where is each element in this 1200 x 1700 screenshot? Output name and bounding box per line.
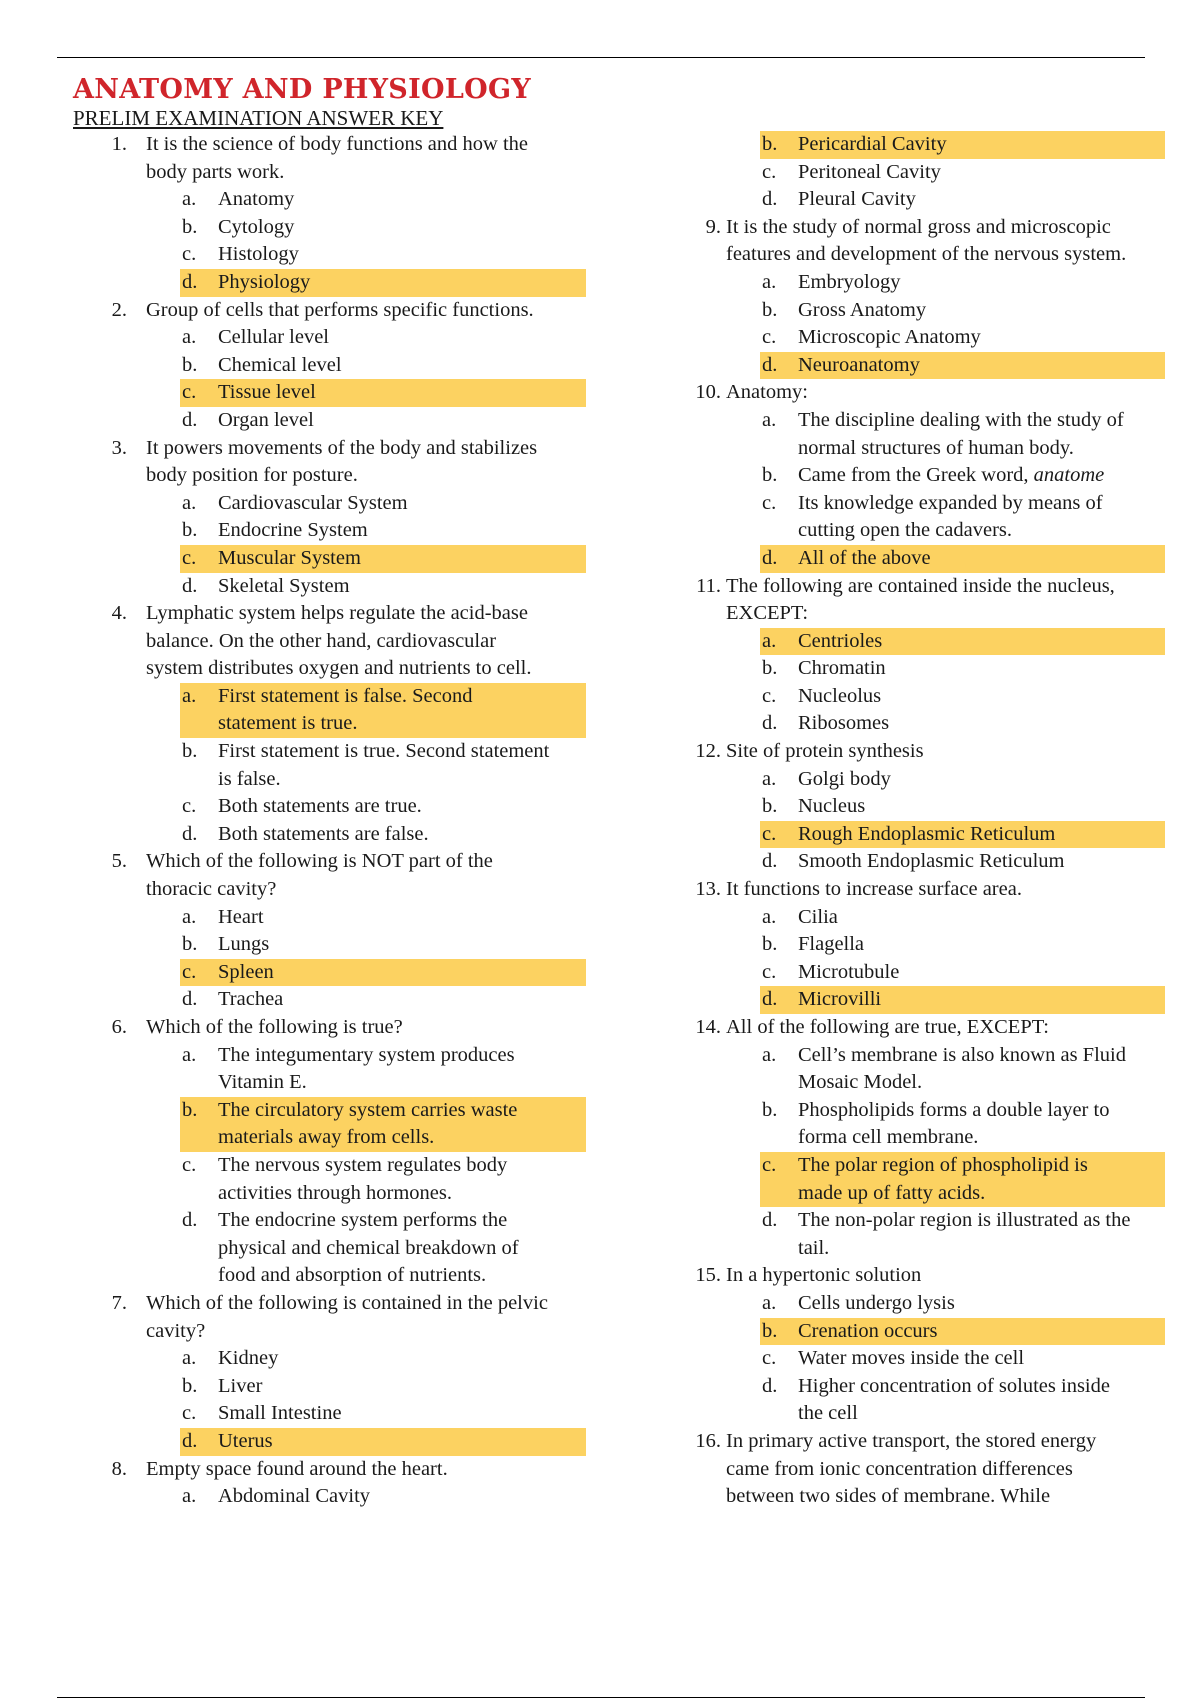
question-text: EXCEPT: <box>726 602 809 625</box>
answer-option <box>0 1097 1200 1152</box>
option-text: Smooth Endoplasmic Reticulum <box>798 850 1065 873</box>
option-letter: c. <box>182 960 197 983</box>
bottom-rule <box>57 1697 1145 1698</box>
answer-option <box>0 793 1200 821</box>
question-text: Group of cells that performs specific functions. <box>146 298 534 321</box>
answer-option <box>0 683 1200 711</box>
answer-option <box>0 324 1200 352</box>
option-letter: b. <box>762 1098 778 1121</box>
option-letter: c. <box>762 1347 777 1370</box>
option-text: Tissue level <box>218 381 316 404</box>
option-text: Uterus <box>218 1429 273 1452</box>
option-text: Nucleolus <box>798 684 882 707</box>
question-text: Site of protein synthesis <box>726 740 924 763</box>
answer-option <box>0 407 1200 462</box>
option-letter: a. <box>182 684 197 707</box>
answer-option <box>0 904 1200 932</box>
question-block <box>0 573 1200 739</box>
option-text: First statement is true. Second statement <box>218 740 550 763</box>
question-block <box>0 876 1200 1014</box>
answer-option <box>0 931 1200 959</box>
question-text: cavity? <box>146 1319 206 1342</box>
option-text: cutting open the cadavers. <box>798 519 1013 542</box>
option-letter: b. <box>182 215 198 238</box>
option-text: The endocrine system performs the <box>218 1209 508 1232</box>
option-text: Rough Endoplasmic Reticulum <box>798 822 1056 845</box>
option-text: Cells undergo lysis <box>798 1291 955 1314</box>
option-text: Heart <box>218 905 264 928</box>
option-letter: d. <box>762 988 778 1011</box>
option-text: Embryology <box>798 270 901 293</box>
option-text: The discipline dealing with the study of <box>798 408 1124 431</box>
option-text: Small Intestine <box>218 1402 342 1425</box>
option-text: The polar region of phospholipid is <box>798 1153 1088 1176</box>
option-letter: c. <box>182 546 197 569</box>
option-letter: d. <box>762 1374 778 1397</box>
option-letter: c. <box>762 491 777 514</box>
option-text: Organ level <box>218 408 314 431</box>
option-letter: a. <box>182 1043 197 1066</box>
option-text: Microtubule <box>798 960 900 983</box>
question-text: It is the study of normal gross and microscopic <box>726 215 1111 238</box>
question-text: features and development of the nervous system. <box>726 243 1127 266</box>
option-letter: d. <box>182 1429 198 1452</box>
option-letter: b. <box>762 795 778 818</box>
question-text: thoracic cavity? <box>146 878 277 901</box>
option-text: All of the above <box>798 546 931 569</box>
option-letter: a. <box>182 1347 197 1370</box>
question-number: 11. <box>696 574 721 597</box>
option-letter: a. <box>762 905 777 928</box>
option-text: forma cell membrane. <box>798 1126 979 1149</box>
option-text: First statement is false. Second <box>218 684 473 707</box>
question-number: 5. <box>111 850 127 873</box>
option-letter: b. <box>182 1374 198 1397</box>
question-block <box>0 1262 1200 1428</box>
correct-answer-option <box>760 986 1165 1014</box>
option-letter: c. <box>762 960 777 983</box>
option-letter: c. <box>762 160 777 183</box>
answer-option <box>0 1207 1200 1262</box>
option-text: Microscopic Anatomy <box>798 326 981 349</box>
answer-option <box>0 959 1200 987</box>
option-italic-term: anatome <box>1033 464 1105 487</box>
answer-option <box>0 710 1200 738</box>
option-letter: a. <box>182 491 197 514</box>
option-letter: a. <box>182 905 197 928</box>
option-letter: d. <box>762 850 778 873</box>
option-text: Crenation occurs <box>798 1319 938 1342</box>
option-letter: d. <box>762 712 778 735</box>
question-number: 4. <box>111 602 127 625</box>
question-text: body parts work. <box>146 160 285 183</box>
option-text: Gross Anatomy <box>798 298 927 321</box>
option-letter: b. <box>182 1098 198 1121</box>
option-letter: a. <box>182 1485 197 1508</box>
answer-option <box>0 269 1200 297</box>
option-text: statement is true. <box>218 712 358 735</box>
question-number: 2. <box>111 298 127 321</box>
question-text: came from ionic concentration differences <box>726 1457 1073 1480</box>
question-block <box>0 1428 1200 1511</box>
question-block <box>0 214 1200 380</box>
option-text: Cellular level <box>218 326 329 349</box>
option-text: Pleural Cavity <box>798 188 916 211</box>
option-letter: a. <box>762 629 777 652</box>
answer-option <box>0 766 1200 794</box>
option-text: Mosaic Model. <box>798 1071 923 1094</box>
option-text: food and absorption of nutrients. <box>218 1264 487 1287</box>
question-number: 7. <box>111 1291 127 1314</box>
option-letter: a. <box>762 408 777 431</box>
option-letter: c. <box>762 822 777 845</box>
option-letter: b. <box>182 519 198 542</box>
option-text: Both statements are false. <box>218 822 429 845</box>
option-text: Chemical level <box>218 353 342 376</box>
option-letter: c. <box>762 326 777 349</box>
correct-answer-option <box>760 545 1165 573</box>
question-text: It is the science of body functions and how the <box>146 133 529 155</box>
option-text: materials away from cells. <box>218 1126 435 1149</box>
option-text: made up of fatty acids. <box>798 1181 986 1204</box>
option-letter: d. <box>762 546 778 569</box>
answer-option <box>0 297 1200 325</box>
option-letter: a. <box>762 270 777 293</box>
option-letter: d. <box>182 1209 198 1232</box>
option-letter: d. <box>182 408 198 431</box>
correct-answer-option <box>760 628 1165 656</box>
question-text: between two sides of membrane. While <box>726 1485 1051 1508</box>
option-text: Both statements are true. <box>218 795 422 818</box>
option-text: Abdominal Cavity <box>218 1485 371 1508</box>
question-number: 3. <box>111 436 127 459</box>
option-letter: b. <box>762 298 778 321</box>
option-text: Golgi body <box>798 767 891 790</box>
option-text: Came from the Greek word, <box>798 464 1034 487</box>
question-text: Empty space found around the heart. <box>146 1457 448 1480</box>
question-number: 1. <box>111 133 127 155</box>
correct-answer-option <box>760 131 1165 159</box>
question-text: Anatomy: <box>726 381 808 404</box>
answer-option <box>0 1345 1200 1373</box>
answer-option <box>0 1290 1200 1318</box>
question-text: Which of the following is contained in the pelvic <box>146 1291 548 1314</box>
option-text: Its knowledge expanded by means of <box>798 491 1103 514</box>
document-title: ANATOMY AND PHYSIOLOGY <box>73 74 531 105</box>
option-text: Kidney <box>218 1347 279 1370</box>
option-text: Cell’s membrane is also known as Fluid <box>798 1043 1126 1066</box>
option-text: Physiology <box>218 270 311 293</box>
option-letter: d. <box>762 353 778 376</box>
option-letter: b. <box>762 933 778 956</box>
right-column <box>0 131 1200 1511</box>
question-text: body position for posture. <box>146 464 358 487</box>
option-text: Centrioles <box>798 629 883 652</box>
option-text: activities through hormones. <box>218 1181 452 1204</box>
option-text: Histology <box>218 243 299 266</box>
option-text: Lungs <box>218 933 270 956</box>
correct-answer-option <box>760 821 1165 849</box>
question-number: 15. <box>695 1264 721 1287</box>
option-text: The integumentary system produces <box>218 1043 515 1066</box>
correct-answer-option <box>760 1318 1165 1346</box>
option-text: Skeletal System <box>218 574 350 597</box>
question-text: All of the following are true, EXCEPT: <box>726 1016 1049 1038</box>
option-text: Cilia <box>798 905 838 928</box>
correct-answer-option <box>760 352 1165 380</box>
question-text: In a hypertonic solution <box>726 1264 922 1287</box>
question-block <box>0 379 1200 572</box>
option-text: tail. <box>798 1236 830 1259</box>
option-text: physical and chemical breakdown of <box>218 1236 519 1259</box>
question-number: 10. <box>695 381 721 404</box>
answer-option <box>0 159 1200 187</box>
option-letter: b. <box>182 933 198 956</box>
answer-option <box>0 490 1200 545</box>
option-text: Trachea <box>218 988 284 1011</box>
option-text: Nucleus <box>798 795 866 818</box>
option-letter: c. <box>182 1153 197 1176</box>
option-letter: d. <box>762 1209 778 1232</box>
question-text: In primary active transport, the stored energy <box>726 1429 1097 1452</box>
question-text: system distributes oxygen and nutrients to cell. <box>146 657 532 680</box>
question-number: 14. <box>695 1016 721 1038</box>
top-rule <box>57 57 1145 58</box>
answer-option <box>0 1373 1200 1428</box>
option-text-group <box>798 462 1104 490</box>
option-text: Higher concentration of solutes inside <box>798 1374 1110 1397</box>
question-number: 9. <box>705 215 721 238</box>
option-letter: d. <box>182 822 198 845</box>
option-letter: c. <box>182 1402 197 1425</box>
question-text: Which of the following is true? <box>146 1016 403 1038</box>
option-letter: d. <box>182 574 198 597</box>
option-text: the cell <box>798 1402 858 1425</box>
question-text: The following are contained inside the nucleus, <box>726 574 1115 597</box>
option-text: Neuroanatomy <box>798 353 920 376</box>
correct-answer-option <box>760 1152 1165 1207</box>
option-text: Muscular System <box>218 546 361 569</box>
option-letter: c. <box>762 1153 777 1176</box>
option-letter: c. <box>182 381 197 404</box>
option-letter: a. <box>762 767 777 790</box>
question-block <box>0 1014 1200 1262</box>
answer-option <box>0 1042 1200 1097</box>
question-text: It powers movements of the body and stabilizes <box>146 436 538 459</box>
question-text: Which of the following is NOT part of the <box>146 850 493 873</box>
option-text: Phospholipids forms a double layer to <box>798 1098 1110 1121</box>
option-letter: b. <box>762 133 778 155</box>
option-text: Microvilli <box>798 988 882 1011</box>
option-text: Water moves inside the cell <box>798 1347 1025 1370</box>
question-number: 13. <box>695 878 721 901</box>
question-text: It functions to increase surface area. <box>726 878 1022 901</box>
option-letter: c. <box>182 795 197 818</box>
option-text: The nervous system regulates body <box>218 1153 508 1176</box>
option-text: Cardiovascular System <box>218 491 408 514</box>
option-letter: a. <box>762 1043 777 1066</box>
option-text: Peritoneal Cavity <box>798 160 941 183</box>
option-text: is false. <box>218 767 281 790</box>
option-letter: c. <box>182 243 197 266</box>
option-text: normal structures of human body. <box>798 436 1074 459</box>
option-text: Flagella <box>798 933 865 956</box>
document-subtitle: PRELIM EXAMINATION ANSWER KEY <box>73 106 444 130</box>
option-text: Anatomy <box>218 188 295 211</box>
question-number: 8. <box>111 1457 127 1480</box>
question-text: Lymphatic system helps regulate the acid-base <box>146 602 528 625</box>
option-text: Pericardial Cavity <box>798 133 947 155</box>
answer-option <box>0 462 1200 490</box>
option-letter: d. <box>182 270 198 293</box>
option-letter: b. <box>182 353 198 376</box>
option-letter: b. <box>182 740 198 763</box>
option-letter: b. <box>762 1319 778 1342</box>
option-text: The non-polar region is illustrated as the <box>798 1209 1131 1232</box>
question-block <box>0 738 1200 876</box>
option-letter: b. <box>762 464 778 487</box>
question-text: balance. On the other hand, cardiovascular <box>146 629 497 652</box>
answer-option <box>0 655 1200 683</box>
option-text: Chromatin <box>798 657 886 680</box>
option-text: The circulatory system carries waste <box>218 1098 518 1121</box>
option-letter: a. <box>182 326 197 349</box>
option-text: Endocrine System <box>218 519 368 542</box>
question-number: 6. <box>111 1016 127 1038</box>
option-text: Ribosomes <box>798 712 890 735</box>
answer-option <box>0 186 1200 214</box>
option-letter: a. <box>182 188 197 211</box>
question-number: 12. <box>695 740 721 763</box>
option-letter: d. <box>182 988 198 1011</box>
option-letter: a. <box>762 1291 777 1314</box>
option-letter: c. <box>762 684 777 707</box>
answer-option <box>0 848 1200 876</box>
option-text: Vitamin E. <box>218 1071 307 1094</box>
option-letter: d. <box>762 188 778 211</box>
option-text: Liver <box>218 1374 263 1397</box>
option-text: Cytology <box>218 215 295 238</box>
option-text: Spleen <box>218 960 274 983</box>
option-letter: b. <box>762 657 778 680</box>
question-number: 16. <box>695 1429 721 1452</box>
